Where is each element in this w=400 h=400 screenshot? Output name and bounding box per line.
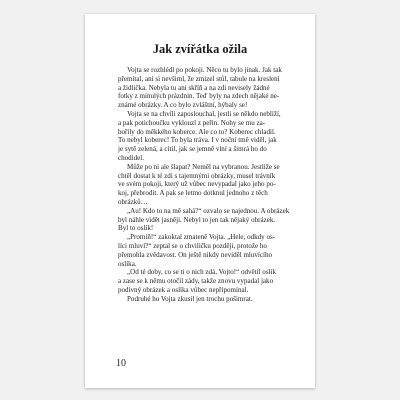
text-line: známé obrázky. A co bylo zvláštní, hýbaly se! (118, 101, 248, 110)
text-line: Může po ní ale šlapat? Neměl na vybranou. Jestliže se (127, 162, 280, 171)
text-line: podivný obrázek a oslíka vůbec nepřipomínal. (118, 285, 249, 294)
book-page (85, 14, 315, 388)
text-line: byl náhle vidět jasněji. Nebyl to jen tak nějaký obrázek. (118, 215, 276, 224)
paragraph (118, 268, 282, 294)
text-line: To nebyl koberec! To byla tráva. I v noční tmě viděl, jak (118, 136, 277, 145)
chapter-text (118, 66, 290, 304)
text-line: „Au! Kdo to na mě sahá?“ ozvalo se najednou. A obrázek (127, 206, 290, 215)
paragraph (118, 66, 282, 110)
text-line: ve svém pokoji, který už vůbec nevypadal jako jeho po- (118, 180, 276, 189)
text-line: koj, přebrodit. A pak se letmo dotknul jednoho z těch (118, 189, 268, 198)
text-line: oslíka. (118, 259, 137, 268)
text-line: bořily do měkkého koberce. Ale co to? Koberec chladil. (118, 127, 276, 136)
text-line: přemítal, ani si nevšiml, že zmizel stůl, tabule na kreslení (118, 74, 280, 83)
text-line: Byl to oslík! (118, 224, 154, 233)
paragraph (118, 295, 282, 304)
text-line: „Od té doby, co se ti o nich zdá, Vojto!“ odvětil oslík (127, 268, 277, 277)
text-line: a pak potichoučku vyklouzl z peřin. Nohy se mu za- (118, 118, 266, 127)
text-line: chtěl dostat k té zdi s tajemnými obrázky, musel trávník (118, 171, 276, 180)
text-line: Vojta se rozhlédl po pokoji. Něco tu bylo jinak. Jak tak (127, 66, 282, 74)
text-line: obrázků… (118, 197, 148, 206)
text-line: „Promiň!“ zakoktal zmateně Vojta. „Hele, odkdy os- (127, 233, 276, 242)
paragraph (118, 110, 282, 163)
paragraph (118, 163, 282, 207)
text-line: fotky z minulých prázdnin. Teď byly na zdech nějaké ne- (118, 92, 280, 101)
text-line: Vojta se na chvíli zaposlouchal, jestli se někdo neblíží, (127, 109, 281, 118)
paragraph (118, 233, 282, 268)
text-line: Podruhé ho Vojta zkusil jen trochu pošimrat. (127, 294, 253, 303)
text-line: a zase se k němu otočil zády, takže znovu vypadal jako (118, 277, 274, 286)
text-line: je sytě zelená, a cítil, jak se jemně vlní a šimrá ho do (118, 145, 267, 154)
text-line: přemohla zvědavost. On ještě nikdy neviděl mluvícího (118, 250, 273, 259)
text-line: chodidel. (118, 153, 145, 162)
page-number: 10 (116, 358, 126, 369)
text-line: a židlička. Nebyla tu ani skříň a na zdi nevisely žádné (118, 83, 270, 92)
text-line: líci mluví?“ zeptal se o chviličku později, protože ho (118, 241, 267, 250)
chapter-title: Jak zvířátka ožila (152, 42, 248, 56)
paragraph (118, 206, 290, 233)
